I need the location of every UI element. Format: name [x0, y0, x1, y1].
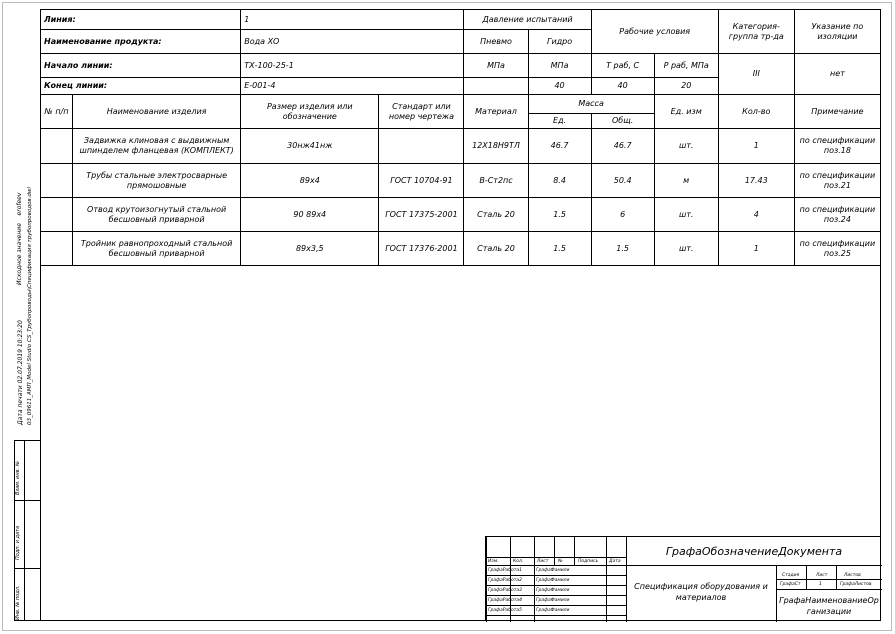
- row-num: [41, 164, 73, 198]
- strip-divider: [14, 568, 40, 569]
- table-row: [41, 129, 881, 164]
- row-unit: шт.: [654, 232, 718, 266]
- row-standard: ГОСТ 17376-2001: [379, 232, 464, 266]
- stamp-col-kol: Кол.: [513, 559, 524, 564]
- row-material: В-Ст2пс: [464, 164, 528, 198]
- insulation-header: Указание по изоляции: [794, 10, 880, 54]
- stamp-col-list: Лист: [537, 559, 549, 564]
- row-mass-unit: 1.5: [528, 232, 591, 266]
- stamp-stage-label: Стадия: [782, 573, 800, 578]
- row-mass-total: 6: [591, 198, 654, 232]
- stamp-role: ГрафаРабота3: [488, 588, 522, 593]
- row-standard: ГОСТ 10704-91: [379, 164, 464, 198]
- row-material: Сталь 20: [464, 198, 528, 232]
- col-unit-header: Ед. изм: [654, 95, 718, 129]
- stamp-line: [486, 585, 626, 586]
- table-row: [41, 164, 881, 198]
- line-value: 1: [241, 10, 464, 30]
- row-size: 89х3,5: [241, 232, 379, 266]
- stamp-name: ГрафаФамили: [536, 578, 570, 583]
- stamp-line: [836, 565, 837, 589]
- row-size: 89х4: [241, 164, 379, 198]
- stamp-line: [486, 537, 487, 622]
- side-print-date: Дата печати 02.07.2019 10:23:20: [17, 320, 24, 425]
- stamp-line: [486, 615, 626, 616]
- side-inv-orig: Инв. № подл.: [15, 585, 21, 620]
- col-size-header: Размер изделия или обозначение: [241, 95, 379, 129]
- stamp-line: [486, 575, 626, 576]
- row-size: 90 89х4: [241, 198, 379, 232]
- test-pressure-header: Давление испытаний: [464, 10, 591, 30]
- row-note: по спецификации поз.24: [794, 198, 880, 232]
- pneumo-header: Пневмо: [464, 30, 528, 54]
- col-material-header: Материал: [464, 95, 528, 129]
- col-num-header: № п/п: [41, 95, 73, 129]
- p-work-header: Р раб, МПа: [654, 54, 718, 78]
- stamp-line: [606, 537, 607, 622]
- row-standard: [379, 129, 464, 164]
- row-mass-total: 1.5: [591, 232, 654, 266]
- row-standard: ГОСТ 17375-2001: [379, 198, 464, 232]
- stamp-title: Спецификация оборудования и материалов: [634, 582, 768, 602]
- stamp-stage-value: ГрафаСт: [780, 582, 801, 587]
- row-mass-unit: 8.4: [528, 164, 591, 198]
- col-mass-unit-header: Ед.: [528, 114, 591, 129]
- row-unit: шт.: [654, 198, 718, 232]
- stamp-col-date: Дата: [609, 559, 621, 564]
- row-name: Тройник равнопроходный стальной бесшовный приварной: [73, 232, 241, 266]
- stamp-sheets-label: Листов: [844, 573, 861, 578]
- category-header: Категория-группа тр-да: [718, 10, 794, 54]
- row-num: [41, 129, 73, 164]
- row-mass-total: 46.7: [591, 129, 654, 164]
- row-name: Трубы стальные электросварные прямошовные: [73, 164, 241, 198]
- table-row: [41, 232, 881, 266]
- col-qty-header: Кол-во: [718, 95, 794, 129]
- line-label: Линия:: [41, 10, 241, 30]
- row-mass-unit: 1.5: [528, 198, 591, 232]
- strip-divider: [24, 440, 25, 621]
- row-qty: 1: [718, 129, 794, 164]
- stamp-col-izm: Изм.: [488, 559, 499, 564]
- row-mass-total: 50.4: [591, 164, 654, 198]
- stamp-col-sign: Подпись: [578, 559, 599, 564]
- stamp-sheets-value: ГрафаЛистов: [840, 582, 872, 587]
- stamp-line: [554, 537, 555, 565]
- stamp-role: ГрафаРабота1: [488, 568, 522, 573]
- hydro-unit: МПа: [528, 54, 591, 78]
- row-num: [41, 198, 73, 232]
- stamp-name: ГрафаФамили: [536, 568, 570, 573]
- stamp-line: [776, 579, 882, 580]
- stamp-sheet-value: 1: [819, 582, 822, 587]
- stamp-role: ГрафаРабота4: [488, 598, 522, 603]
- hydro-header: Гидро: [528, 30, 591, 54]
- row-unit: м: [654, 164, 718, 198]
- stamp-name: ГрафаФамили: [536, 608, 570, 613]
- stamp-org: ГрафаНаименованиеОрганизации: [779, 596, 879, 616]
- row-mass-unit: 46.7: [528, 129, 591, 164]
- product-value: Вода ХО: [241, 30, 464, 54]
- row-note: по спецификации поз.25: [794, 232, 880, 266]
- stamp-line: [486, 565, 626, 566]
- row-size: 30нж41нж: [241, 129, 379, 164]
- row-note: по спецификации поз.18: [794, 129, 880, 164]
- t-work-header: Т раб, С: [591, 54, 654, 78]
- row-num: [41, 232, 73, 266]
- title-block: [485, 536, 881, 621]
- start-label: Начало линии:: [41, 54, 241, 78]
- side-original: Исходное значение erofeev: [16, 192, 23, 285]
- side-file-path: 03_09611_АМП_Model Studio CS_Трубопроводы\Спецификация трубопроводов.dwl: [27, 187, 33, 425]
- stamp-name: ГрафаФамили: [536, 598, 570, 603]
- pneumo-unit: МПа: [464, 54, 528, 78]
- row-unit: шт.: [654, 129, 718, 164]
- stamp-role: ГрафаРабота5: [488, 608, 522, 613]
- product-label: Наименование продукта:: [41, 30, 241, 54]
- work-conditions-header: Рабочие условия: [591, 10, 718, 54]
- stamp-sheet-label: Лист: [816, 573, 828, 578]
- hydro-value: 40: [528, 78, 591, 95]
- t-work-value: 40: [591, 78, 654, 95]
- stamp-role: ГрафаРабота2: [488, 578, 522, 583]
- stamp-line: [574, 537, 575, 565]
- row-name: Отвод крутоизогнутый стальной бесшовный приварной: [73, 198, 241, 232]
- stamp-line: [806, 565, 807, 589]
- row-note: по спецификации поз.21: [794, 164, 880, 198]
- row-name: Задвижка клиновая с выдвижным шпинделем фланцевая (КОМПЛЕКТ): [73, 129, 241, 164]
- stamp-col-doc: №: [558, 559, 563, 564]
- col-name-header: Наименование изделия: [73, 95, 241, 129]
- stamp-line: [626, 565, 882, 566]
- stamp-designation: ГрафаОбозначениеДокумента: [665, 544, 843, 558]
- end-value: Е-001-4: [241, 78, 464, 95]
- col-standard-header: Стандарт или номер чертежа: [379, 95, 464, 129]
- insulation-value: нет: [794, 54, 880, 95]
- side-inv-copy: Взам. инв. №: [15, 461, 21, 495]
- end-label: Конец линии:: [41, 78, 241, 95]
- row-material: Сталь 20: [464, 232, 528, 266]
- row-material: 12Х18Н9ТЛ: [464, 129, 528, 164]
- stamp-line: [486, 605, 626, 606]
- col-mass-header: Масса: [528, 95, 654, 114]
- spec-table: [40, 9, 881, 266]
- strip-divider: [14, 500, 40, 501]
- row-qty: 1: [718, 232, 794, 266]
- row-qty: 17.43: [718, 164, 794, 198]
- pneumo-value: [464, 78, 528, 95]
- table-row: [41, 198, 881, 232]
- side-sign-date: Подп. и дата: [15, 525, 21, 560]
- row-qty: 4: [718, 198, 794, 232]
- col-mass-total-header: Общ.: [591, 114, 654, 129]
- col-note-header: Примечание: [794, 95, 880, 129]
- start-value: ТХ-100-25-1: [241, 54, 464, 78]
- category-value: III: [718, 54, 794, 95]
- stamp-line: [776, 565, 777, 622]
- p-work-value: 20: [654, 78, 718, 95]
- stamp-line: [776, 589, 882, 590]
- stamp-line: [534, 537, 535, 622]
- stamp-name: ГрафаФамили: [536, 588, 570, 593]
- stamp-line: [486, 595, 626, 596]
- stamp-line: [486, 557, 626, 558]
